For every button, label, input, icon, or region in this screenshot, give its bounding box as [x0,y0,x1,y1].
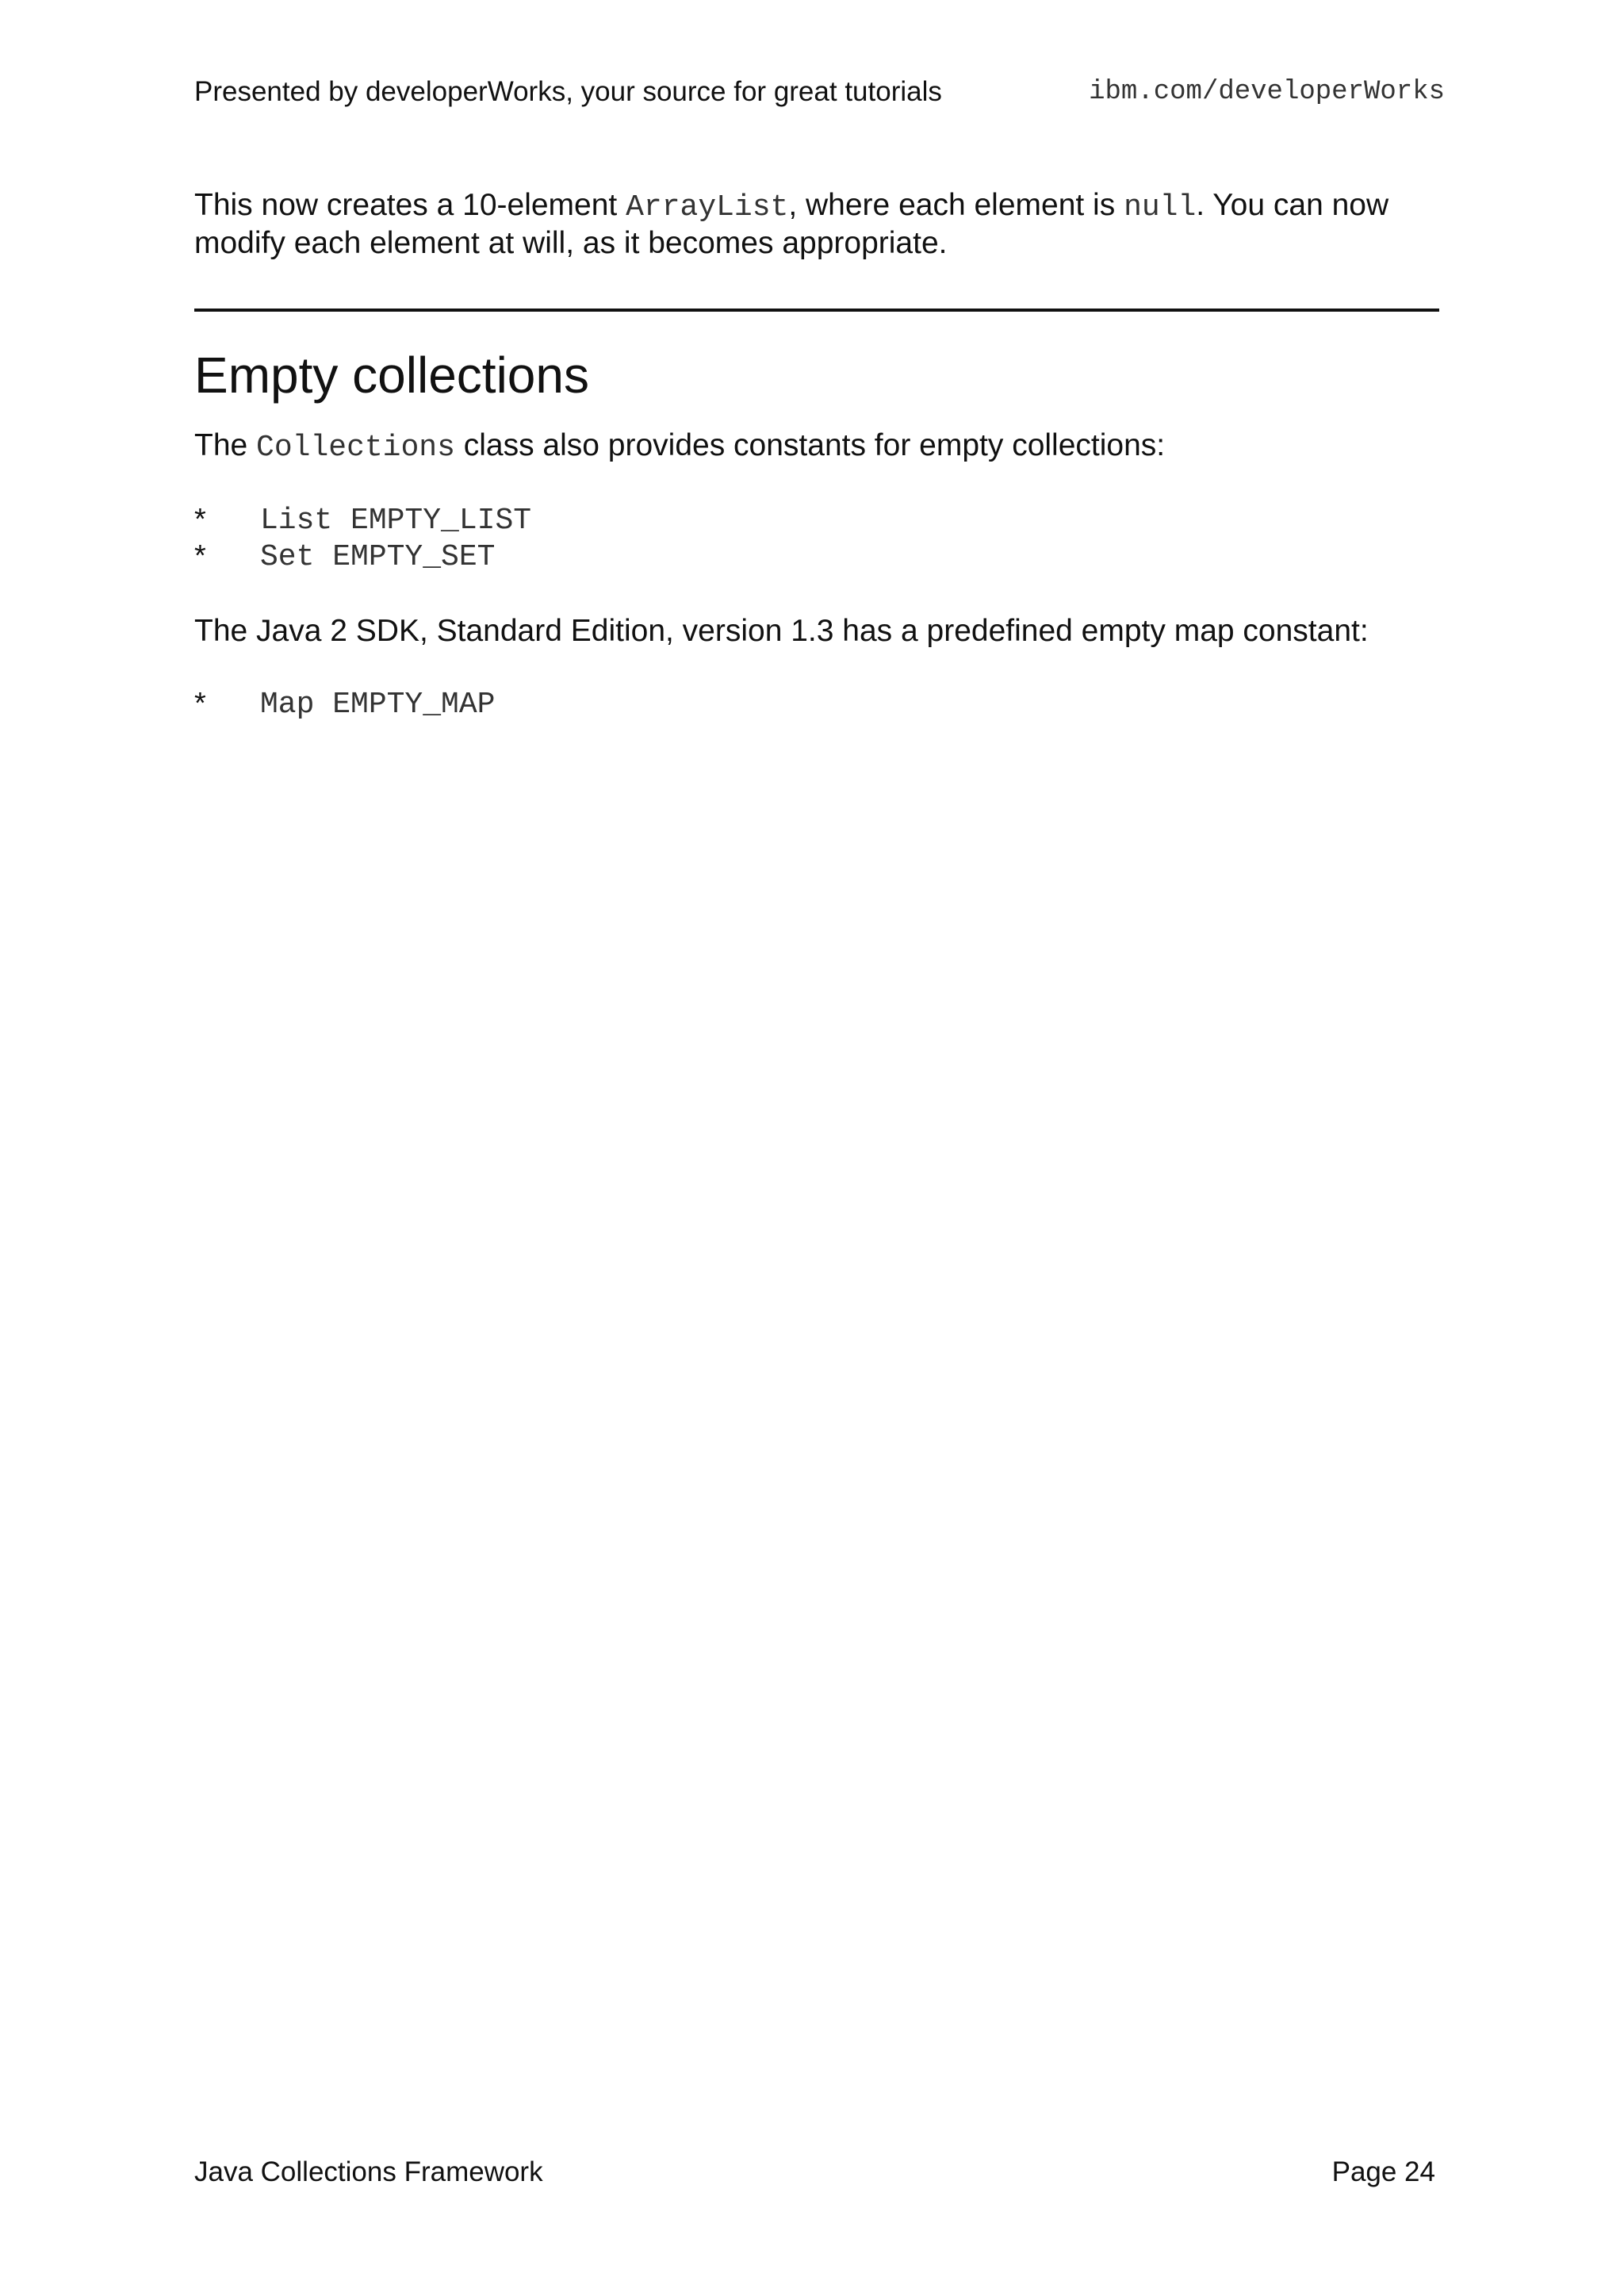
section-divider [194,309,1439,312]
footer-document-title: Java Collections Framework [194,2156,543,2187]
bullet-star: * [194,503,206,536]
sdk-paragraph: The Java 2 SDK, Standard Edition, version 1.3 has a predefined empty map constant: [194,614,1369,648]
section-title: Empty collections [194,347,589,404]
intro-code-arraylist: ArrayList [626,190,789,224]
collections-code: Collections [256,431,455,465]
intro-text-1: This now creates a 10-element [194,188,626,222]
list-item-code: Set EMPTY_SET [260,540,496,574]
list-item-code: Map EMPTY_MAP [260,688,496,722]
collections-paragraph [194,427,1439,467]
intro-code-null: null [1124,190,1197,224]
intro-text-2: , where each element is [788,188,1124,222]
bullet-star: * [194,687,206,720]
footer-page-number: Page 24 [1331,2156,1435,2187]
collections-text-before: The [194,428,257,462]
list-item-code: List EMPTY_LIST [260,504,532,538]
intro-text-3: . You can now modify each element at will, as it becomes appropriate. [194,188,1389,260]
header-site-url: ibm.com/developerWorks [1089,77,1445,107]
collections-text-after: class also provides constants for empty collections: [454,428,1166,462]
intro-paragraph [194,187,1439,261]
header-presented-by: Presented by developerWorks, your source for great tutorials [194,76,942,107]
bullet-star: * [194,539,206,573]
